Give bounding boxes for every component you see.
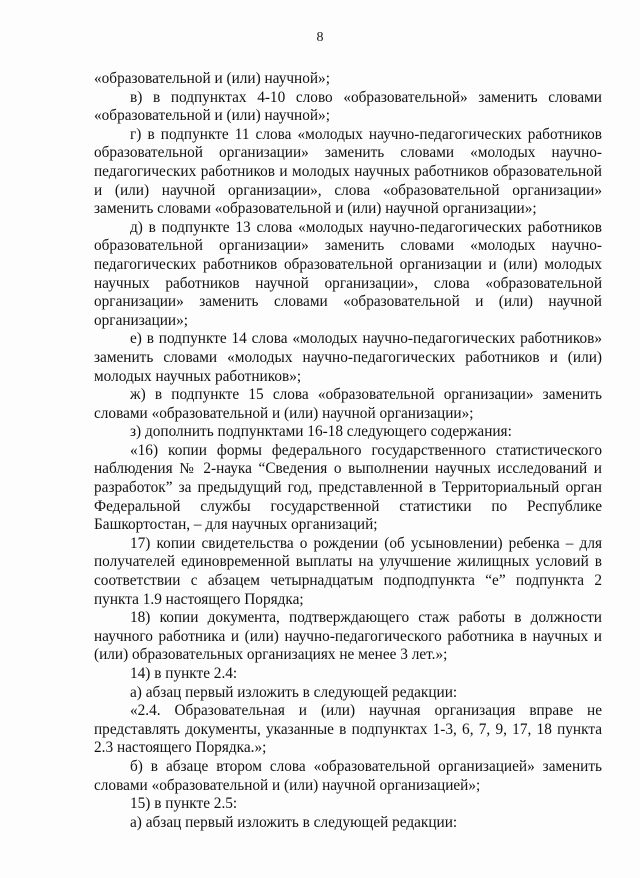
paragraph-subitem-16: «16) копии формы федерального государственного статистического наблюдения № 2-наука “Сведения о выполнении научных исследований и разработок” за предыдущий год, представленной в Территориальный орган Федеральной службы государственной статистики по Республике Башкортостан, – для научных организаций; <box>94 441 602 534</box>
page-number: 8 <box>316 30 324 45</box>
paragraph-item-14: 14) в пункте 2.4: <box>130 665 238 682</box>
paragraph-item-z: з) дополнить подпунктами 16-18 следующего содержания: <box>130 423 512 441</box>
paragraph-quote-2-4: «2.4. Образовательная и (или) научная организация вправе не представлять документы, указанные в подпунктах 1-3, 6, 7, 9, 17, 18 пункта 2.3 настоящего Порядка.»; <box>94 702 602 757</box>
paragraph-item-15a: а) абзац первый изложить в следующей редакции: <box>130 813 458 831</box>
paragraph-continuation: «образовательной и (или) научной»; <box>94 70 330 87</box>
paragraph-subitem-17: 17) копии свидетельства о рождении (об усыновлении) ребенка – для получателей единовременной выплаты на улучшение жилищных условий в соответствии с абзацем четырнадцатым подподпункта “е” подпункта 2 пункта 1.9 настоящего Порядка; <box>94 534 602 608</box>
paragraph-item-v: в) в подпунктах 4-10 слово «образовательной» заменить словами «образовательной и (или) научной»; <box>94 88 602 125</box>
paragraph-item-zh: ж) в подпункте 15 слова «образовательной организации» заменить словами «образовательной и (или) научной организации»; <box>94 386 602 422</box>
paragraph-subitem-18: 18) копии документа, подтверждающего стаж работы в должности научного работника и (или) научно-педагогического работника в научных и (или) образовательных организациях не менее 3 лет.»; <box>94 609 602 664</box>
document-body <box>94 70 602 832</box>
paragraph-item-14a: а) абзац первый изложить в следующей редакции: <box>130 683 458 701</box>
paragraph-item-15: 15) в пункте 2.5: <box>130 795 238 813</box>
paragraph-item-e: е) в подпункте 14 слова «молодых научно-педагогических работников» заменить словами «молодых научно-педагогических работников и (или) молодых научных работников»; <box>94 330 602 385</box>
paragraph-item-d: д) в подпункте 13 слова «молодых научно-педагогических работников образовательной организации» заменить словами «молодых научно-педагогических работников образовательной организации и (или) молодых научных работников научной организации», слова «образовательной организации» заменить словами «образовательной и (или) научной организации»; <box>94 218 602 329</box>
paragraph-item-g: г) в подпункте 11 слова «молодых научно-педагогических работников образовательной организации» заменить словами «молодых научно-педагогических работников и молодых научных работников образовательной и (или) научной организации», слова «образовательной организации» заменить словами «образовательной и (или) научной организации»; <box>94 125 602 218</box>
paragraph-item-14b: б) в абзаце втором слова «образовательной организацией» заменить словами «образовательной и (или) научной организацией»; <box>94 757 602 794</box>
